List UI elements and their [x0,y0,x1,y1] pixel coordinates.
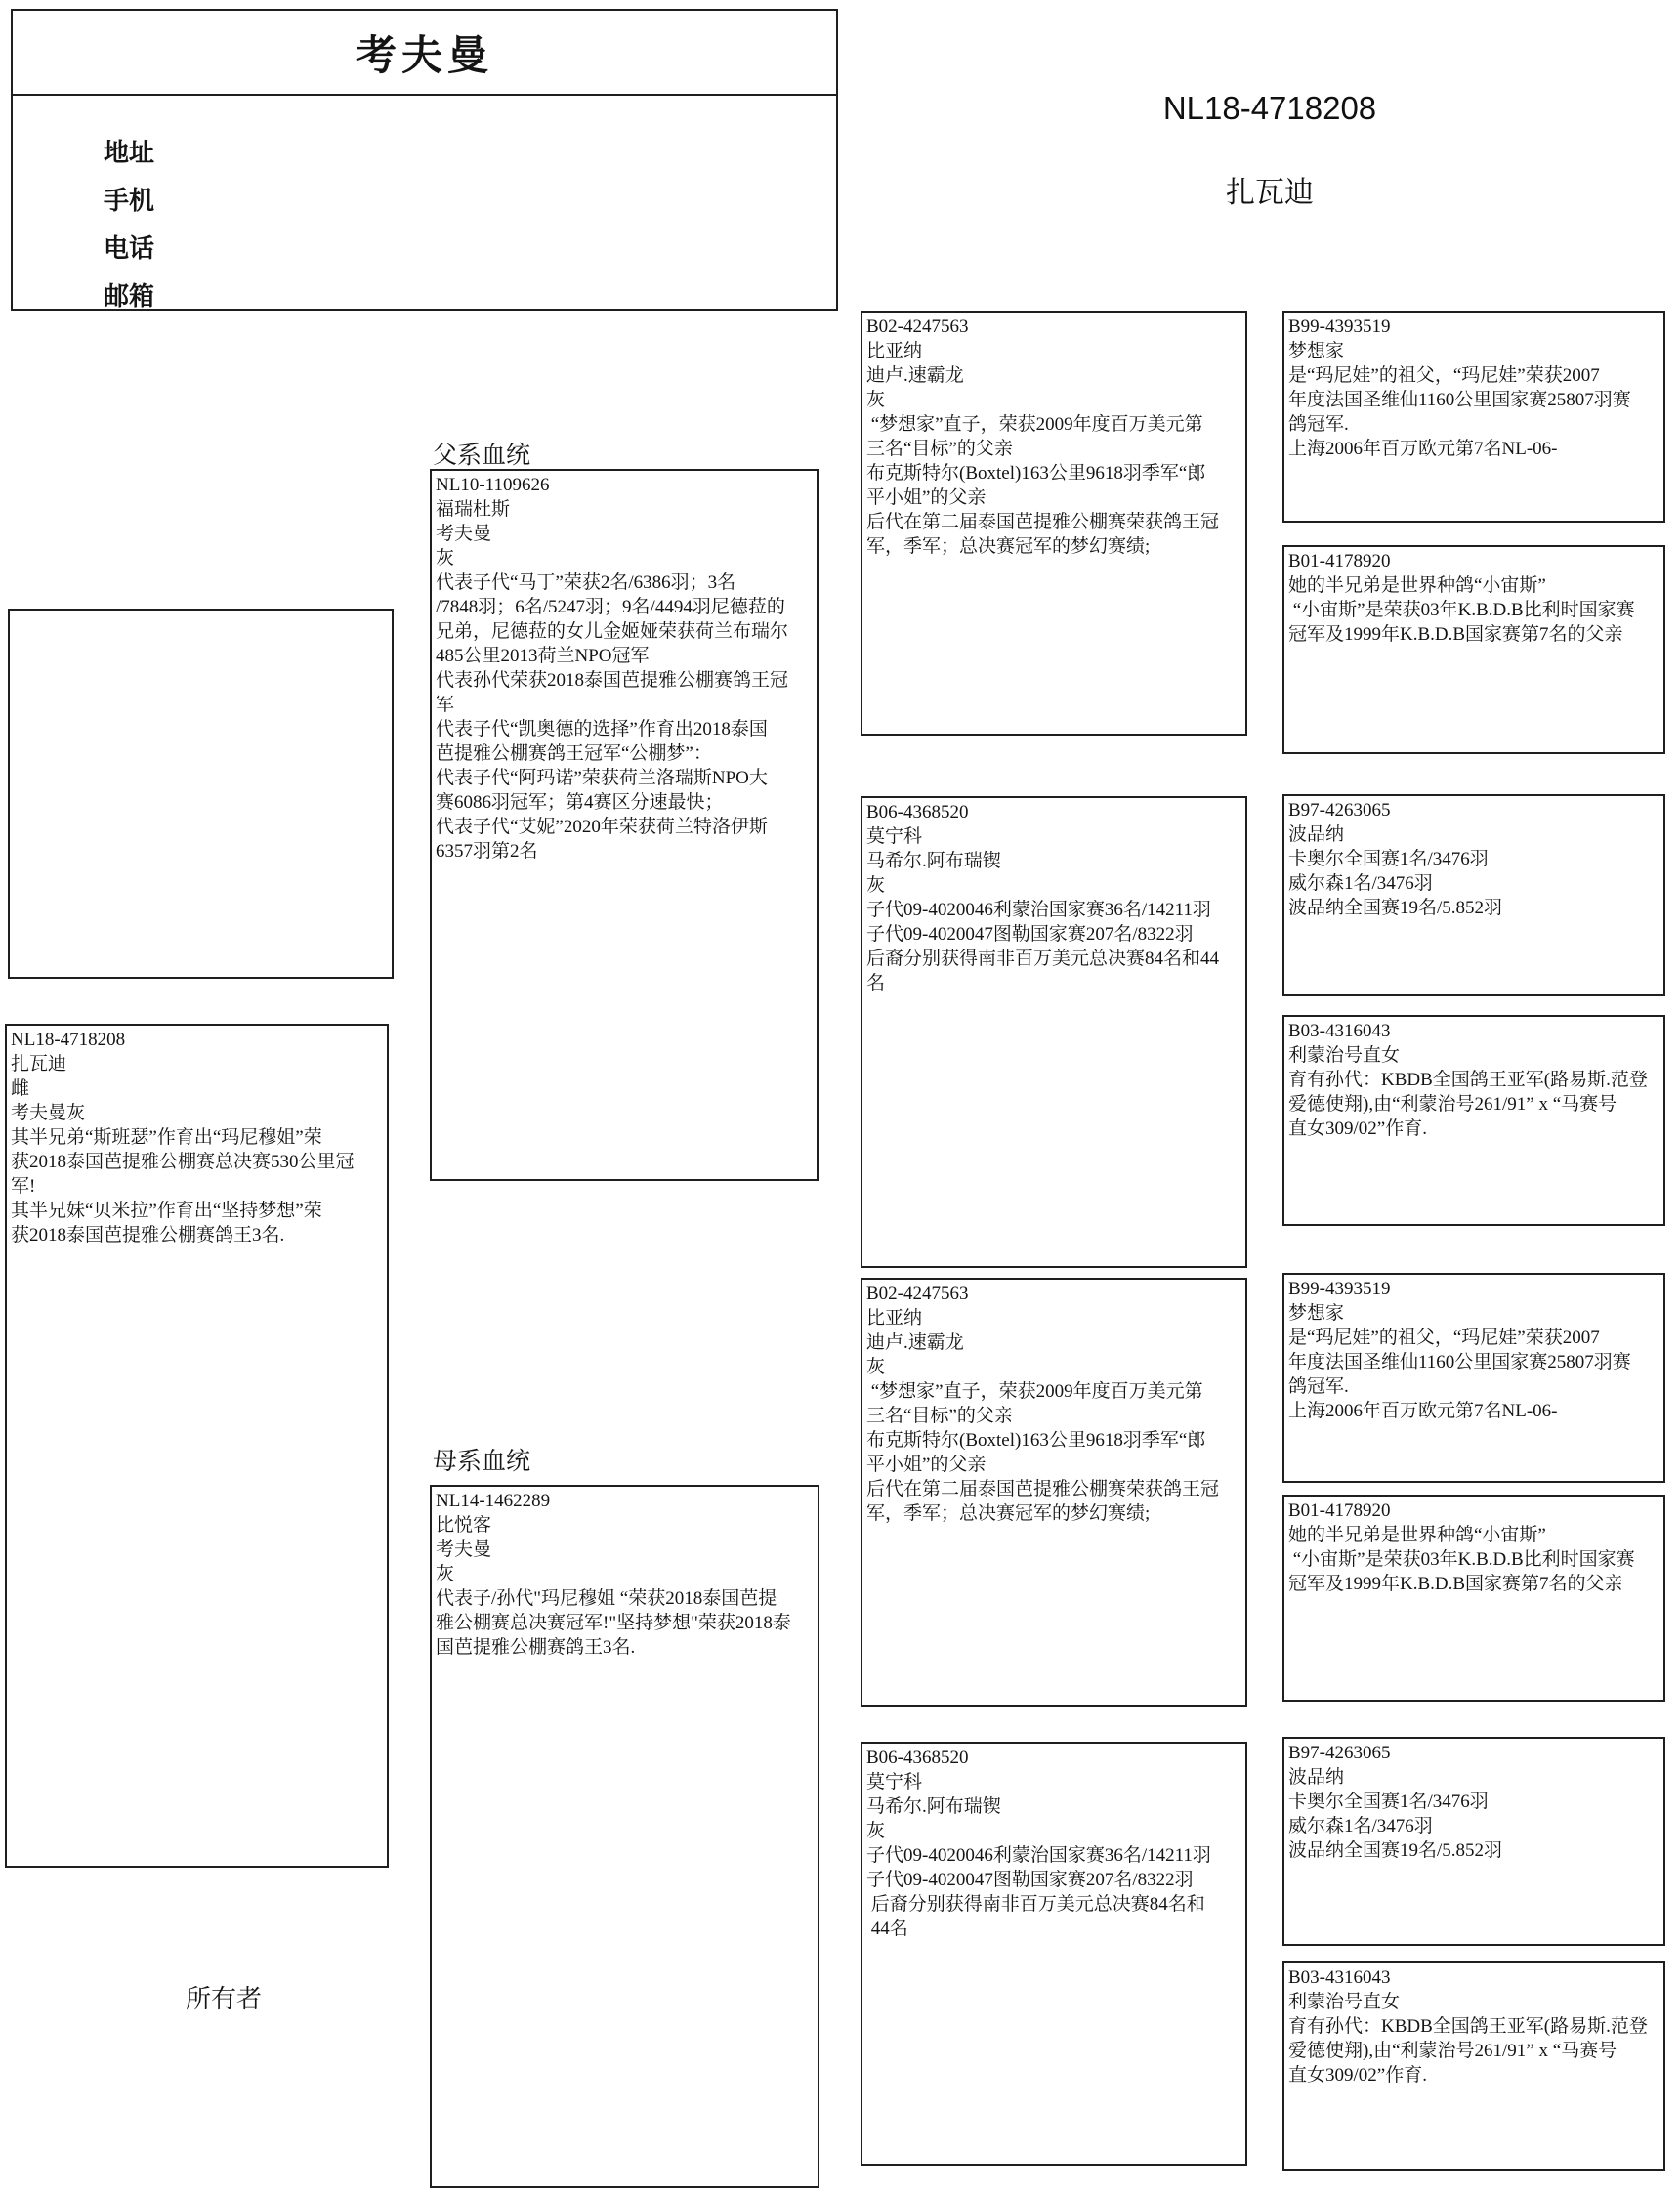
text-line: 莫宁科 [866,826,923,847]
owner-card-header [13,11,836,96]
pedigree-box-b06-bottom [861,1742,1247,2166]
text-line: B97-4263065 [1288,800,1391,821]
pedigree-box-b02-bottom [861,1278,1247,1707]
text-line: 后代在第二届泰国芭提雅公棚赛荣获鸽王冠 [866,512,1220,532]
text-line: 迪卢.速霸龙 [866,1332,964,1353]
text-line: 代表子代“马丁”荣获2名/6386羽；3名 [436,572,736,593]
text-line: 后裔分别获得南非百万美元总决赛84名和 [866,1894,1205,1915]
text-line: 马希尔.阿布瑞锲 [866,1796,1001,1817]
text-line: 爱德使翔),由“利蒙治号261/91” x “马赛号 [1288,1094,1617,1115]
text-line: B02-4247563 [866,1284,969,1304]
pedigree-box-b06-top [861,796,1247,1268]
owner-name: 考夫曼 [355,33,493,79]
text-line: B99-4393519 [1288,1279,1391,1299]
text-line: “梦想家”直子，荣获2009年度百万美元第 [866,414,1203,435]
owner-label: 所有者 [186,1985,263,2013]
text-line: 地址 [104,139,155,167]
text-line: 子代09-4020047图勒国家赛207名/8322羽 [866,1870,1194,1890]
text-line: 鸽冠军. [1288,414,1349,435]
text-line: 是“玛尼娃”的祖父，“玛尼娃”荣获2007 [1288,1328,1600,1348]
text-line: 灰 [436,548,455,569]
text-line: 代表子代“阿玛诺”荣获荷兰洛瑞斯NPO大 [436,768,768,788]
text-line: NL14-1462289 [436,1491,551,1511]
pedigree-box-b01-bottom [1282,1495,1665,1702]
text-line: 三名“目标”的父亲 [866,1406,1013,1426]
text-line: 赛6086羽冠军；第4赛区分速最快； [436,792,724,813]
text-line: 卡奥尔全国赛1名/3476羽 [1288,849,1489,869]
text-line: 梦想家 [1288,1303,1345,1324]
text-line: 485公里2013荷兰NPO冠军 [436,646,650,666]
text-line: 兄弟，尼德菈的女儿金姬娅荣获荷兰布瑞尔 [436,621,789,642]
text-line: 梦想家 [1288,341,1345,361]
pigeon-ring-number: NL18-4718208 [1162,90,1377,126]
text-line: 代表子代“艾妮”2020年荣获荷兰特洛伊斯 [436,817,768,837]
text-line: 迪卢.速霸龙 [866,365,964,386]
text-line: 后裔分别获得南非百万美元总决赛84名和44 [866,949,1220,969]
pedigree-box-nl18 [5,1024,389,1868]
maternal-bloodline-label: 母系血统 [433,1449,531,1475]
text-line: 扎瓦迪 [11,1054,67,1075]
text-line: 福瑞杜斯 [436,499,511,520]
text-line: 直女309/02”作育. [1288,1118,1427,1139]
pedigree-box-b99-top [1282,311,1665,523]
text-line: 军 [436,695,455,715]
pedigree-box-b99-bottom [1282,1273,1665,1483]
text-line: 鸽冠军. [1288,1376,1349,1397]
text-line: 比亚纳 [866,1308,923,1328]
text-line: 名 [866,973,886,993]
text-line: 上海2006年百万欧元第7名NL-06- [1288,1401,1558,1421]
text-line: 直女309/02”作育. [1288,2065,1427,2086]
text-line: 雌 [11,1078,30,1099]
text-line: 年度法国圣维仙1160公里国家赛25807羽赛 [1288,390,1631,410]
text-line: 威尔森1名/3476羽 [1288,873,1433,894]
text-line: 波品纳 [1288,824,1345,845]
text-line: 电话 [104,234,155,263]
text-line: 爱德使翔),由“利蒙治号261/91” x “马赛号 [1288,2041,1617,2061]
text-line: 雅公棚赛总决赛冠军!"坚持梦想"荣获2018泰 [436,1613,791,1633]
text-line: 代表孙代荣获2018泰国芭提雅公棚赛鸽王冠 [436,670,789,691]
text-line: 后代在第二届泰国芭提雅公棚赛荣获鸽王冠 [866,1479,1220,1499]
text-line: 威尔森1名/3476羽 [1288,1816,1433,1836]
text-line: B97-4263065 [1288,1743,1391,1763]
text-line: 6357羽第2名 [436,841,538,862]
text-line: 波品纳全国赛19名/5.852羽 [1288,898,1503,918]
text-line: 军，季军；总决赛冠军的梦幻赛绩; [866,536,1151,557]
text-line: 子代09-4020047图勒国家赛207名/8322羽 [866,924,1194,945]
pedigree-box-b97-top [1282,794,1665,996]
text-line: 年度法国圣维仙1160公里国家赛25807羽赛 [1288,1352,1631,1372]
text-line: 卡奥尔全国赛1名/3476羽 [1288,1792,1489,1812]
text-line: 考夫曼 [436,524,492,544]
text-line: “梦想家”直子，荣获2009年度百万美元第 [866,1381,1203,1402]
pedigree-box-b01-top [1282,545,1665,754]
text-line: 考夫曼 [436,1539,492,1560]
text-line: 获2018泰国芭提雅公棚赛总决赛530公里冠 [11,1152,355,1172]
text-line: 是“玛尼娃”的祖父，“玛尼娃”荣获2007 [1288,365,1600,386]
pedigree-box-b03-bottom [1282,1961,1665,2171]
text-line: 灰 [436,1564,455,1584]
text-line: 芭提雅公棚赛鸽王冠军“公棚梦”： [436,743,712,764]
text-line: NL18-4718208 [11,1030,126,1050]
text-line: 获2018泰国芭提雅公棚赛鸽王3名. [11,1225,285,1245]
text-line: /7848羽；6名/5247羽；9名/4494羽尼德菈的 [436,597,785,617]
text-line: B99-4393519 [1288,316,1391,337]
text-line: 其半兄弟“斯班瑟”作育出“玛尼穆姐”荣 [11,1127,322,1148]
text-line: 其半兄妹“贝米拉”作育出“坚持梦想”荣 [11,1201,322,1221]
text-line: NL10-1109626 [436,475,550,495]
text-line: 军，季军；总决赛冠军的梦幻赛绩; [866,1503,1151,1524]
text-line: 44名 [866,1919,908,1939]
paternal-bloodline-label: 父系血统 [433,443,531,469]
text-line: 她的半兄弟是世界种鸽“小宙斯” [1288,1525,1546,1545]
text-line: 军! [11,1176,36,1197]
text-line: B01-4178920 [1288,1500,1391,1521]
text-line: 布克斯特尔(Boxtel)163公里9618羽季军“郎 [866,463,1206,484]
text-line: 手机 [104,187,155,215]
pedigree-box-b03-top [1282,1015,1665,1226]
pedigree-box-empty [8,609,394,979]
pedigree-box-nl10-sire [430,469,819,1181]
text-line: 布克斯特尔(Boxtel)163公里9618羽季军“郎 [866,1430,1206,1451]
text-line: 利蒙治号直女 [1288,1045,1401,1066]
owner-contact-fields [13,96,836,320]
text-line: 考夫曼灰 [11,1103,86,1123]
text-line: 比悦客 [436,1515,492,1536]
text-line: 平小姐”的父亲 [866,1455,987,1475]
text-line: 利蒙治号直女 [1288,1992,1401,2012]
text-line: B03-4316043 [1288,1967,1391,1988]
pedigree-box-b02-top [861,311,1247,736]
text-line: 子代09-4020046利蒙治国家赛36名/14211羽 [866,900,1211,920]
text-line: 灰 [866,875,886,896]
text-line: 波品纳全国赛19名/5.852羽 [1288,1840,1503,1861]
text-line: 冠军及1999年K.B.D.B国家赛第7名的父亲 [1288,1574,1623,1594]
pedigree-box-b97-bottom [1282,1737,1665,1946]
text-line: B03-4316043 [1288,1021,1391,1041]
text-line: 莫宁科 [866,1772,923,1792]
text-line: B02-4247563 [866,316,969,337]
text-line: 育有孙代：KBDB全国鸽王亚军(路易斯.范登 [1288,2016,1648,2037]
text-line: 灰 [866,1821,886,1841]
text-line: 比亚纳 [866,341,923,361]
text-line: “小宙斯”是荣获03年K.B.D.B比利时国家赛 [1288,600,1635,620]
text-line: B01-4178920 [1288,551,1391,571]
text-line: 上海2006年百万欧元第7名NL-06- [1288,439,1558,459]
text-line: B06-4368520 [866,1748,969,1768]
text-line: 邮箱 [104,282,155,311]
text-line: B06-4368520 [866,802,969,822]
text-line: 育有孙代：KBDB全国鸽王亚军(路易斯.范登 [1288,1070,1648,1090]
text-line: 她的半兄弟是世界种鸽“小宙斯” [1288,575,1546,596]
text-line: 子代09-4020046利蒙治国家赛36名/14211羽 [866,1845,1211,1866]
owner-card [11,9,838,311]
text-line: 马希尔.阿布瑞锲 [866,851,1001,871]
text-line: 灰 [866,1357,886,1377]
text-line: 灰 [866,390,886,410]
text-line: 国芭提雅公棚赛鸽王3名. [436,1637,636,1658]
text-line: 三名“目标”的父亲 [866,439,1013,459]
text-line: “小宙斯”是荣获03年K.B.D.B比利时国家赛 [1288,1549,1635,1570]
pigeon-name: 扎瓦迪 [1226,177,1314,209]
pedigree-box-nl14-dam [430,1485,819,2188]
text-line: 代表子代“凯奥德的选择”作育出2018泰国 [436,719,768,739]
text-line: 波品纳 [1288,1767,1345,1788]
text-line: 代表子/孙代"玛尼穆姐 “荣获2018泰国芭提 [436,1588,777,1609]
text-line: 平小姐”的父亲 [866,487,987,508]
text-line: 冠军及1999年K.B.D.B国家赛第7名的父亲 [1288,624,1623,645]
